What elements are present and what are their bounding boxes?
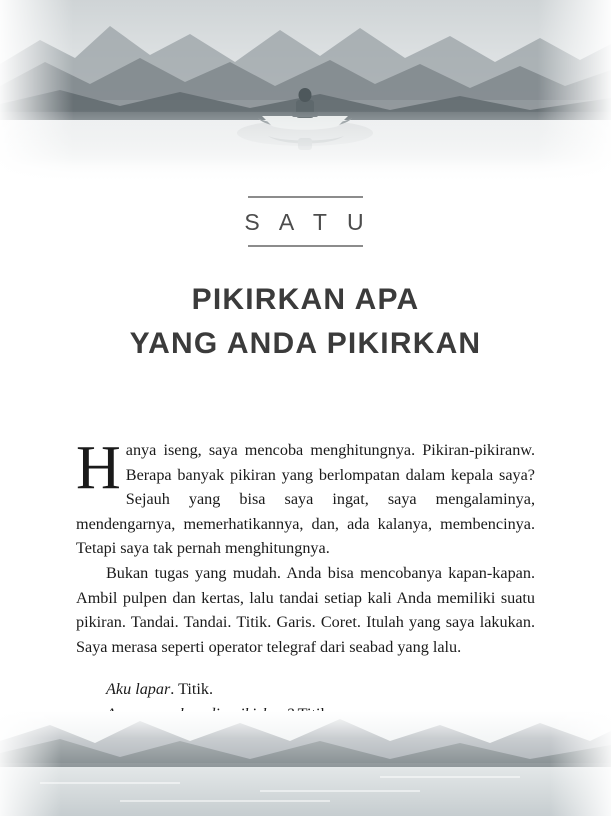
body-text <box>76 434 535 727</box>
chapter-title-line-2: YANG ANDA PIKIRKAN <box>129 327 482 360</box>
dialog-line-italic: Aku lapar <box>106 680 171 699</box>
misty-mountain-lake-horizon-art <box>0 711 611 816</box>
dialog-line-rest: . Titik. <box>170 680 214 699</box>
chapter-number-label: S A T U <box>244 209 371 235</box>
man-in-boat-on-misty-lake-art <box>0 0 611 185</box>
chapter-title <box>0 278 611 366</box>
paragraph: anya iseng, saya mencoba menghitungnya. Pikiran-pikiranw. Berapa banyak pikiran yang berlompatan dalam kepala saya? Sejauh yang bisa saya ingat, saya mengalaminya, mendengarnya, memerhatikannya, dan, ada kalanya, membencinya. Tetapi saya tak pernah menghitungnya. <box>76 441 535 558</box>
chapter-title-line-1: PIKIRKAN APA <box>191 283 420 316</box>
bottom-illustration <box>0 711 611 816</box>
rule-below-chapter-number <box>248 245 363 247</box>
drop-cap: H <box>76 434 121 502</box>
first-paragraph-block <box>76 434 535 561</box>
chapter-number-block <box>0 196 611 247</box>
paragraph: Bukan tugas yang mudah. Anda bisa mencobanya kapan-kapan. Ambil pulpen dan kertas, lalu tandai setiap kali Anda memiliki suatu pikiran. Tandai. Tandai. Titik. Garis. Coret. Itulah yang saya lakukan. Saya merasa seperti operator telegraf dari seabad yang lalu. <box>76 563 535 656</box>
dialog-line <box>76 677 535 702</box>
top-illustration <box>0 0 611 185</box>
